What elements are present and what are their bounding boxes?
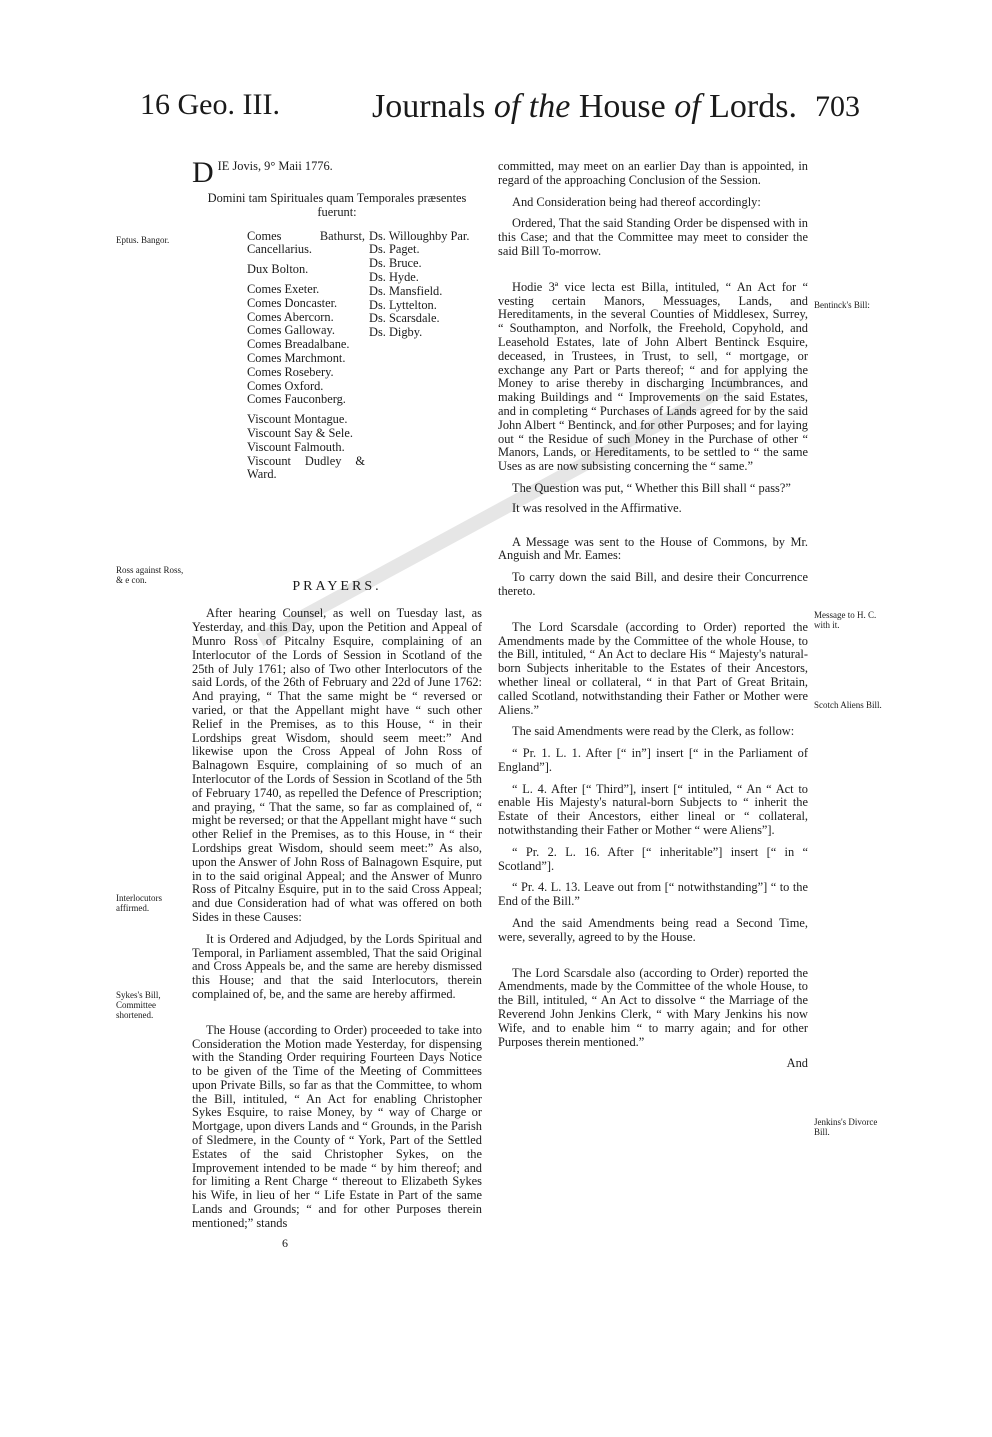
title-part: Lords. bbox=[700, 88, 797, 125]
lord-name: Comes Bathurst, Cancellarius. bbox=[247, 228, 365, 257]
amendment-item: “ Pr. 4. L. 13. Leave out from [“ notwithstanding”] “ to the End of the Bill.” bbox=[498, 880, 808, 909]
question-paragraph: The Question was put, “ Whether this Bill shall “ pass?” bbox=[512, 480, 791, 495]
page-header bbox=[0, 88, 992, 148]
date-text: IE Jovis, 9° Maii 1776. bbox=[217, 159, 333, 173]
lord-name: Viscount Falmouth. bbox=[247, 439, 345, 454]
lord-name: Comes Exeter. bbox=[247, 281, 320, 296]
scarsdale-report-paragraph: The Lord Scarsdale (according to Order) reported the Amendments made by the Committee of the whole House, to the Bill, intituled, “ An Act to declare His “ Majesty's natural-born Subjects inheritable to the Estates of their Ancestors, whether lineal or collateral, “ in that Part of Great Britain, called Scotland, notwithstanding their Father or Mother were Aliens.” bbox=[498, 619, 808, 717]
lord-name: Viscount Montague. bbox=[247, 412, 348, 427]
lord-name: Comes Breadalbane. bbox=[247, 337, 350, 352]
margin-note-bentinck: Bentinck's Bill: bbox=[814, 300, 870, 310]
margin-note-message: Message to H. C. with it. bbox=[814, 610, 877, 630]
consideration-paragraph: And Consideration being had thereof accordingly: bbox=[512, 194, 761, 209]
journal-title bbox=[372, 88, 797, 126]
lord-name: Ds. Mansfield. bbox=[369, 283, 443, 298]
signature-mark: 6 bbox=[282, 1236, 288, 1250]
title-part: of the bbox=[493, 88, 571, 125]
lord-name: Ds. Bruce. bbox=[369, 256, 422, 271]
lords-column-temporal bbox=[247, 230, 365, 483]
lord-name: Ds. Digby. bbox=[369, 325, 423, 340]
margin-note-eptus: Eptus. Bangor. bbox=[116, 235, 170, 245]
lord-name: Ds. Lyttelton. bbox=[369, 297, 437, 312]
lord-name: Ds. Scarsdale. bbox=[369, 311, 440, 326]
amendment-item: “ Pr. 1. L. 1. After [“ in”] insert [“ in the Parliament of England”]. bbox=[498, 746, 808, 774]
presentes-heading: Domini tam Spirituales quam Temporales præsentes fuerunt: bbox=[207, 191, 467, 219]
margin-note-sykes: Sykes's Bill, Committee shortened. bbox=[116, 990, 161, 1020]
prayers-heading: PRAYERS. bbox=[292, 578, 382, 594]
amendment-item: “ L. 4. After [“ Third”], insert [“ intituled, “ An “ Act to enable His Majesty's natural-born Subjects to “ inherit the Estate of their Ancestors, either lineal or “ collateral, notwithstanding their Father or Mother “ were Aliens”]. bbox=[498, 781, 808, 838]
drop-cap: D bbox=[192, 156, 214, 189]
resolved-paragraph: It was resolved in the Affirmative. bbox=[512, 500, 682, 515]
lord-name: Viscount Dudley & Ward. bbox=[247, 453, 365, 482]
lords-column-barons bbox=[369, 230, 487, 340]
lord-name: Ds. Willoughby Par. bbox=[369, 228, 470, 243]
title-part: of bbox=[674, 88, 701, 125]
lord-name: Comes Marchmont. bbox=[247, 350, 346, 365]
continuation-paragraph: committed, may meet on an earlier Day than is appointed, in regard of the approaching Conclusion of the Session. bbox=[498, 159, 808, 187]
regnal-year: 16 Geo. III. bbox=[140, 88, 280, 121]
lord-name: Viscount Say & Sele. bbox=[247, 425, 353, 440]
interlocutors-paragraph: It is Ordered and Adjudged, by the Lords Spiritual and Temporal, in Parliament assembled, That the said Original and Cross Appeals be, and the same are hereby dismissed this House; and that the said Interlocutors, therein complained of, be, and the same are hereby affirmed. bbox=[192, 931, 482, 1001]
lord-name: Comes Oxford. bbox=[247, 378, 324, 393]
left-column bbox=[192, 156, 482, 1239]
margin-note-ross: Ross against Ross, & e con. bbox=[116, 565, 184, 585]
date-heading bbox=[192, 156, 482, 189]
lord-name: Ds. Hyde. bbox=[369, 269, 419, 284]
ordered-paragraph: Ordered, That the said Standing Order be dispensed with in this Case; and that the Committee may meet to consider the said Bill To-morrow. bbox=[498, 216, 808, 258]
lord-name: Comes Rosebery. bbox=[247, 364, 334, 379]
carry-down-paragraph: To carry down the said Bill, and desire their Concurrence thereto. bbox=[498, 570, 808, 598]
jenkins-report-paragraph: The Lord Scarsdale also (according to Order) reported the Amendments, made by the Committee of the whole House, to the Bill, intituled, “ An Act to dissolve “ the Marriage of the Reverend John Jenkins Clerk, “ with Mary Jenkins his now Wife, and to enable him “ to marry again; and for other Purposes therein mentioned.” bbox=[498, 965, 808, 1049]
lord-name: Comes Abercorn. bbox=[247, 309, 334, 324]
agreed-paragraph: And the said Amendments being read a Second Time, were, severally, agreed to by the House. bbox=[498, 916, 808, 944]
page-number: 703 bbox=[815, 90, 860, 123]
title-part: Journals bbox=[372, 88, 494, 125]
lord-name: Ds. Paget. bbox=[369, 242, 420, 257]
margin-note-scotch-aliens: Scotch Aliens Bill. bbox=[814, 700, 882, 710]
lord-name: Comes Galloway. bbox=[247, 323, 335, 338]
ross-appeal-paragraph: After hearing Counsel, as well on Tuesday last, as Yesterday, and this Day, upon the Petition and Appeal of Munro Ross of Pitcalny Esquire, complaining of an Interlocutor of the Lords of Session in Scotland of the 25th of July 1761; also of Two other Interlocutors of the said Lords, of the 26th of February and 22d of June 1762: And praying, “ That the same might be “ reversed or varied, or that the Appellant might have “ such other Relief in the Premises, as to this House, “ in their Lordships great Wisdom, should seem meet:” And likewise upon the Cross Appeal of John Ross of Balnagown Esquire, complaining of so much of an Interlocutor of the Lords of Session in Scotland of the 5th of February 1740, as repelled the Defence of Prescription; and praying, “ That the same, so far as complained of, “ might be reversed; or that the Appellant might have “ such other Relief in the Premises, as to this House, in “ their Lordships great Wisdom, should seem meet:” As also, upon the Answer of John Ross of Balnagown Esquire, put in to the said original Appeal; and the Answer of Munro Ross of Pitcalny Esquire, put in to the said Cross Appeal; and due Consideration had of what was offered on both Sides in these Causes: bbox=[192, 606, 482, 924]
lord-name: Comes Doncaster. bbox=[247, 295, 338, 310]
amendments-read-paragraph: The said Amendments were read by the Clerk, as follow: bbox=[512, 724, 795, 739]
margin-note-jenkins: Jenkins's Divorce Bill. bbox=[814, 1117, 878, 1137]
catchword: And bbox=[786, 1056, 808, 1071]
sykes-bill-paragraph: The House (according to Order) proceeded to take into Consideration the Motion made Yesterday, for dispensing with the Standing Order requiring Fourteen Days Notice to be given of the Time of the Meeting of Committees upon Private Bills, so far as that the Committee, to whom the Bill, intituled, “ An Act for enabling Christopher Sykes Esquire, to raise Money, by “ way of Charge or Mortgage, upon divers Lands and “ Grounds, in the Parish of Sledmere, in the County of “ York, Part of the Settled Estates of the said Christopher Sykes, on the Improvement intended to be made “ by him thereof; and for limiting a Rent Charge “ thereout to Elizabeth Sykes his Wife, in lieu of her “ Life Estate in Part of the same Lands and Grounds; “ and for other Purposes therein mentioned;” stands bbox=[192, 1022, 482, 1230]
lords-present-list bbox=[192, 230, 482, 570]
margin-note-interlocutors: Interlocutors affirmed. bbox=[116, 893, 162, 913]
bentinck-bill-paragraph: Hodie 3ª vice lecta est Billa, intituled, “ An Act for “ vesting certain Manors, Messuages, Lands, and Hereditaments, in the several Counties of Middlesex, Surrey, “ Southampton, and Norfolk, the Freehold, Copyhold, and Leasehold Estates, late of John Albert Bentinck Esquire, deceased, in Trustees, in Trust, to sell, “ mortgage, or exchange any Part or Parts thereof; “ and for applying the Money to arise thereby in discharging Incumbrances, and making Buildings and “ Improvements on the said Estates, and in completing “ Purchases of Lands agreed for by the said John Albert “ Bentinck, and for other Purposes; and for laying out “ the Residue of such Money in the Purchase of other “ Manors, Lands, or Hereditaments, to be settled to “ the same Uses as are now subsisting concerning the “ same.” bbox=[498, 279, 808, 474]
amendment-item: “ Pr. 2. L. 16. After [“ inheritable”] insert [“ in “ Scotland”]. bbox=[498, 844, 808, 873]
message-paragraph: A Message was sent to the House of Commons, by Mr. Anguish and Mr. Eames: bbox=[498, 534, 808, 563]
lord-name: Dux Bolton. bbox=[247, 262, 309, 277]
lord-name: Comes Fauconberg. bbox=[247, 392, 346, 407]
right-column bbox=[498, 160, 808, 1071]
title-part: House bbox=[570, 88, 675, 125]
